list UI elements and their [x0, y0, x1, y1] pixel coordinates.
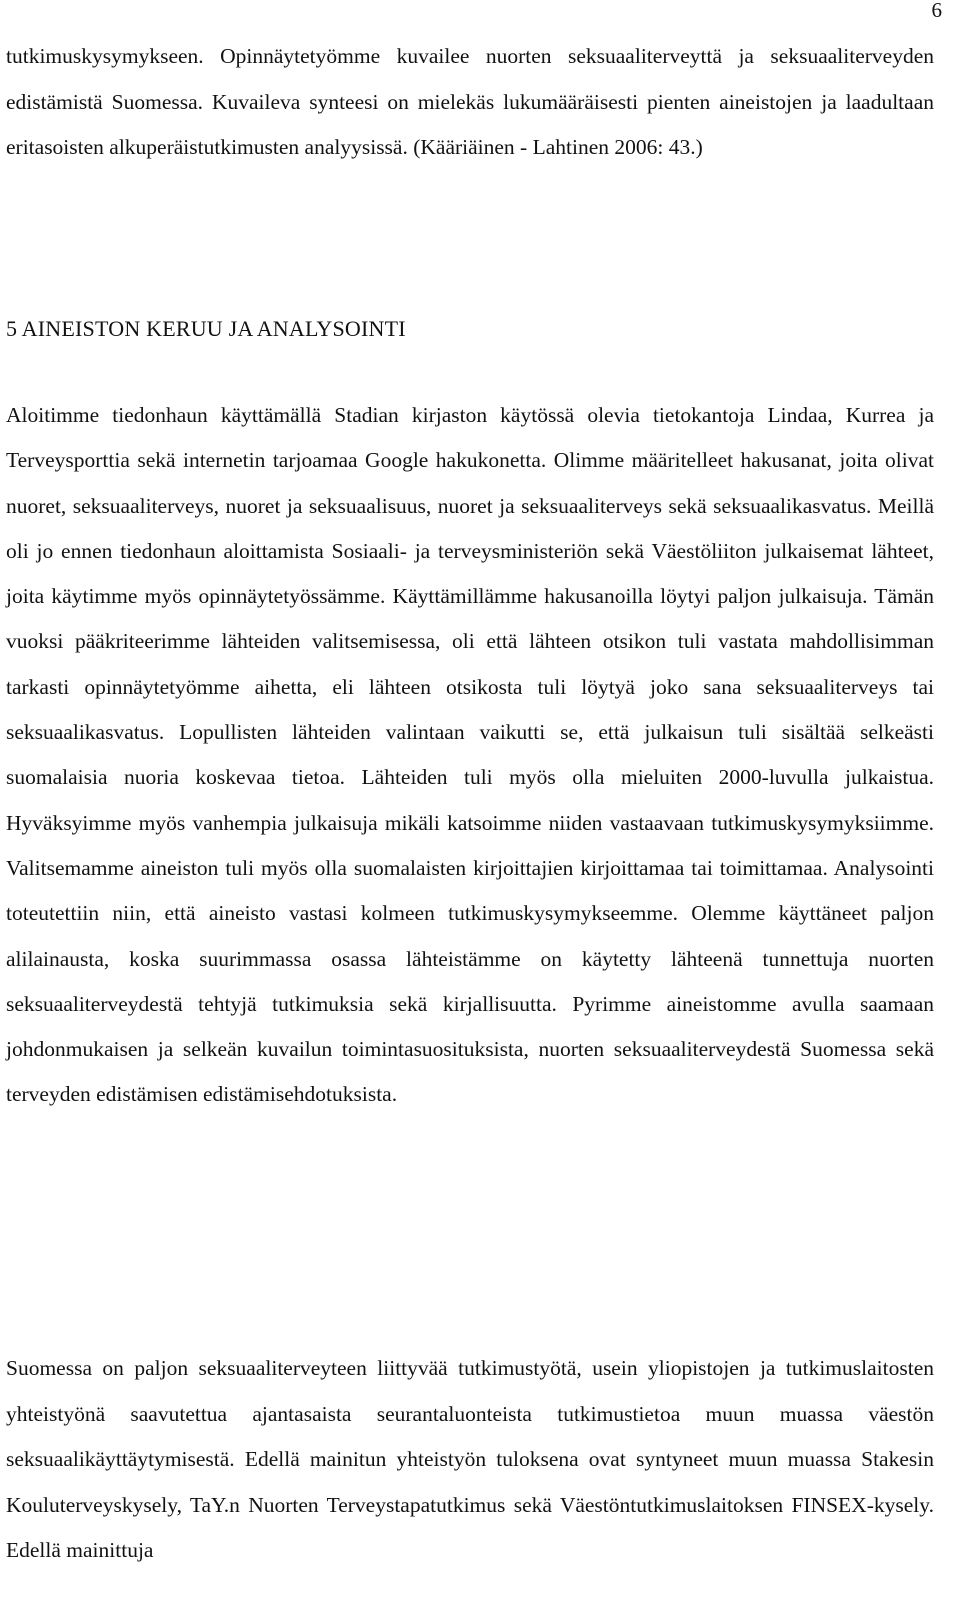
page-number: 6 — [931, 0, 942, 22]
intro-paragraph: tutkimuskysymykseen. Opinnäytetyömme kuvailee nuorten seksuaaliterveyttä ja seksuaaliterveyden edistämistä Suomessa. Kuvaileva synteesi on mielekäs lukumääräisesti pienten aineistojen ja laadultaan eritasoisten alkuperäistutkimusten analyysissä. (Kääriäinen - Lahtinen 2006: 43.) — [6, 44, 934, 159]
body-paragraph-2: Suomessa on paljon seksuaaliterveyteen liittyvää tutkimustyötä, usein yliopistojen ja tutkimuslaitosten yhteistyönä saavutettua ajantasaista seurantaluonteista tutkimustietoa muun muassa väestön seksuaalikäyttäytymisestä. Edellä mainitun yhteistyön tuloksena ovat syntyneet muun muassa Stakesin Kouluterveyskysely, TaY.n Nuorten Terveystapatutkimus sekä Väestöntutkimuslaitoksen FINSEX-kysely. Edellä mainittuja — [6, 1356, 934, 1562]
section-heading: 5 AINEISTON KERUU JA ANALYSOINTI — [6, 316, 406, 341]
body-paragraph-1: Aloitimme tiedonhaun käyttämällä Stadian kirjaston käytössä olevia tietokantoja Lindaa, Kurrea ja Terveysporttia sekä internetin tarjoamaa Google hakukonetta. Olimme määritelleet hakusanat, joita olivat nuoret, seksuaaliterveys, nuoret ja seksuaalisuus, nuoret ja seksuaaliterveys sekä seksuaalikasvatus. Meillä oli jo ennen tiedonhaun aloittamista Sosiaali- ja terveysministeriön sekä Väestöliiton julkaisemat lähteet, joita käytimme myös opinnäytetyössämme. Käyttämillämme hakusanoilla löytyi paljon julkaisuja. Tämän vuoksi pääkriteerimme lähteiden valitsemisessa, oli että lähteen otsikon tuli vastata mahdollisimman tarkasti opinnäytetyömme aihetta, eli lähteen otsikosta tuli löytyä joko sana seksuaaliterveys tai seksuaalikasvatus. Lopullisten lähteiden valintaan vaikutti se, että julkaisun tuli sisältää selkeästi suomalaisia nuoria koskevaa tietoa. Lähteiden tuli myös olla mieluiten 2000-luvulla julkaistua. Hyväksyimme myös vanhempia julkaisuja mikäli katsoimme niiden vastaavaan tutkimuskysymyksiimme. Valitsemamme aineiston tuli myös olla suomalaisten kirjoittajien kirjoittamaa tai toimittamaa. Analysointi toteutettiin niin, että aineisto vastasi kolmeen tutkimuskysymykseemme. Olemme käyttäneet paljon alilainausta, koska suurimmassa osassa lähteistämme on käytetty lähteenä tunnettuja nuorten seksuaaliterveydestä tehtyjä tutkimuksia sekä kirjallisuutta. Pyrimme aineistomme avulla saamaan johdonmukaisen ja selkeän kuvailun toimintasuosituksista, nuorten seksuaaliterveydestä Suomessa sekä terveyden edistämisen edistämisehdotuksista. — [6, 403, 934, 1107]
